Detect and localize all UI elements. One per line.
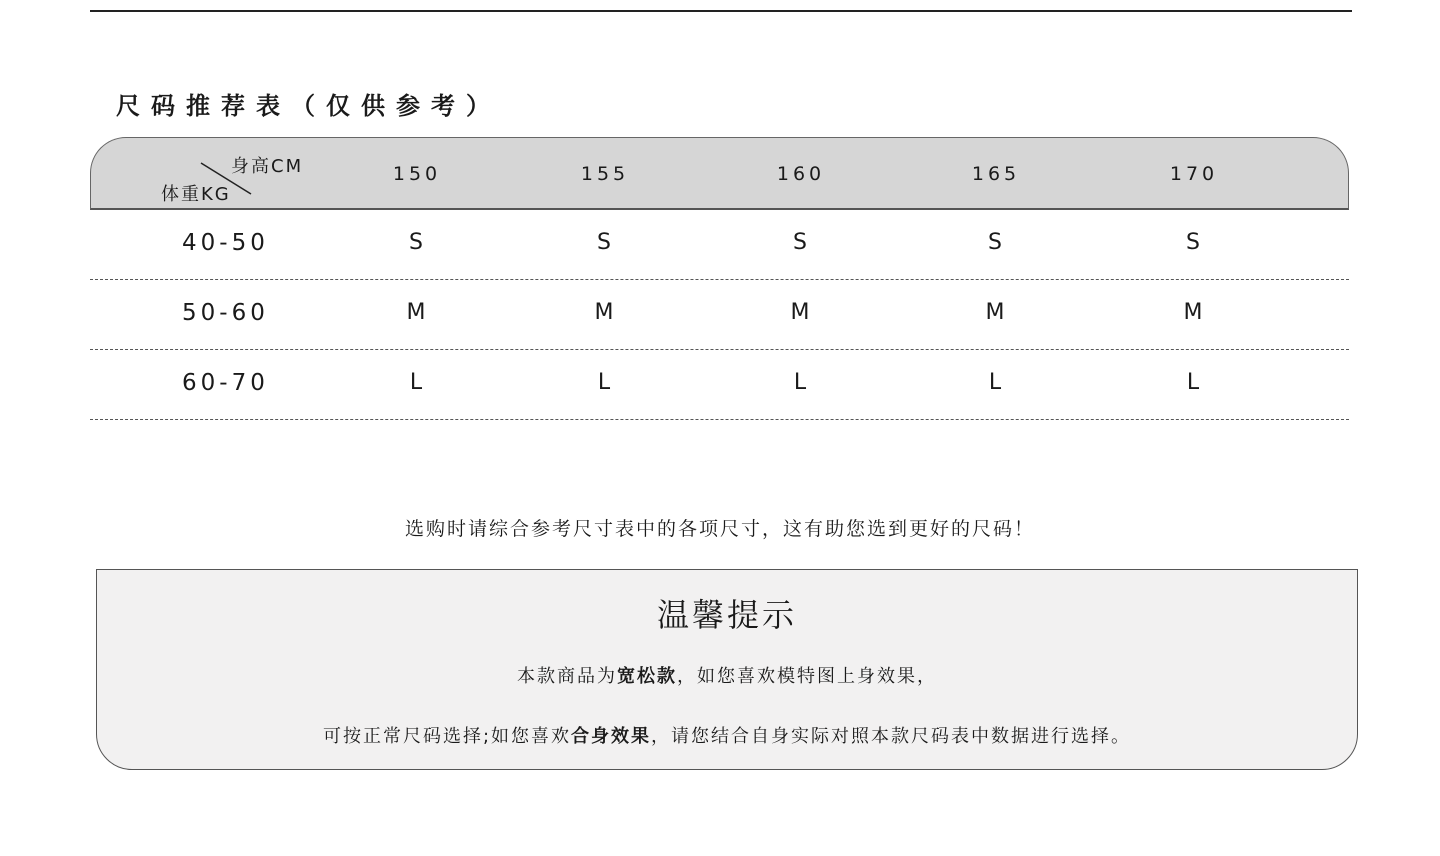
size-table [90, 137, 1349, 420]
height-axis-label: 身高CM [231, 156, 304, 177]
weight-cell: 50-60 [182, 300, 269, 326]
height-header-cell: 165 [971, 163, 1021, 185]
table-row [90, 210, 1349, 280]
height-header-cell: 160 [776, 163, 826, 185]
size-cell: L [597, 370, 611, 395]
table-row [90, 280, 1349, 350]
size-cell: S [1186, 230, 1200, 255]
size-cell: L [793, 370, 807, 395]
notice-emphasis: 合身效果 [571, 726, 652, 747]
size-cell: S [597, 230, 611, 255]
size-cell: M [594, 300, 614, 325]
weight-cell: 40-50 [182, 230, 269, 256]
size-selection-tip: 选购时请综合参考尺寸表中的各项尺寸，这有助您选到更好的尺码！ [404, 518, 1035, 540]
height-header-cell: 150 [392, 163, 442, 185]
size-cell: L [409, 370, 423, 395]
table-row [90, 350, 1349, 420]
notice-box [96, 569, 1358, 770]
height-header-cell: 170 [1169, 163, 1219, 185]
header-corner-cell [91, 138, 331, 211]
size-cell: L [1186, 370, 1200, 395]
notice-emphasis: 宽松款 [617, 666, 677, 687]
size-cell: S [988, 230, 1002, 255]
notice-text: 本款商品为 [517, 666, 617, 687]
size-cell: M [790, 300, 810, 325]
notice-text: ，如您喜欢模特图上身效果， [677, 666, 937, 687]
size-cell: L [988, 370, 1002, 395]
weight-axis-label: 体重KG [161, 184, 231, 205]
size-cell: S [409, 230, 423, 255]
notice-text: 可按正常尺码选择;如您喜欢 [322, 726, 572, 747]
notice-line-fit [97, 662, 1357, 688]
top-divider [90, 10, 1352, 12]
table-header [90, 137, 1349, 210]
notice-line-advice [97, 722, 1357, 748]
height-header-cell: 155 [580, 163, 630, 185]
size-cell: M [985, 300, 1005, 325]
notice-title: 温馨提示 [656, 596, 797, 634]
size-cell: M [1183, 300, 1203, 325]
weight-cell: 60-70 [182, 370, 269, 396]
size-cell: M [406, 300, 426, 325]
size-chart-title: 尺码推荐表（仅供参考） [116, 92, 501, 120]
notice-text: ，请您结合自身实际对照本款尺码表中数据进行选择。 [651, 726, 1132, 747]
size-cell: S [793, 230, 807, 255]
